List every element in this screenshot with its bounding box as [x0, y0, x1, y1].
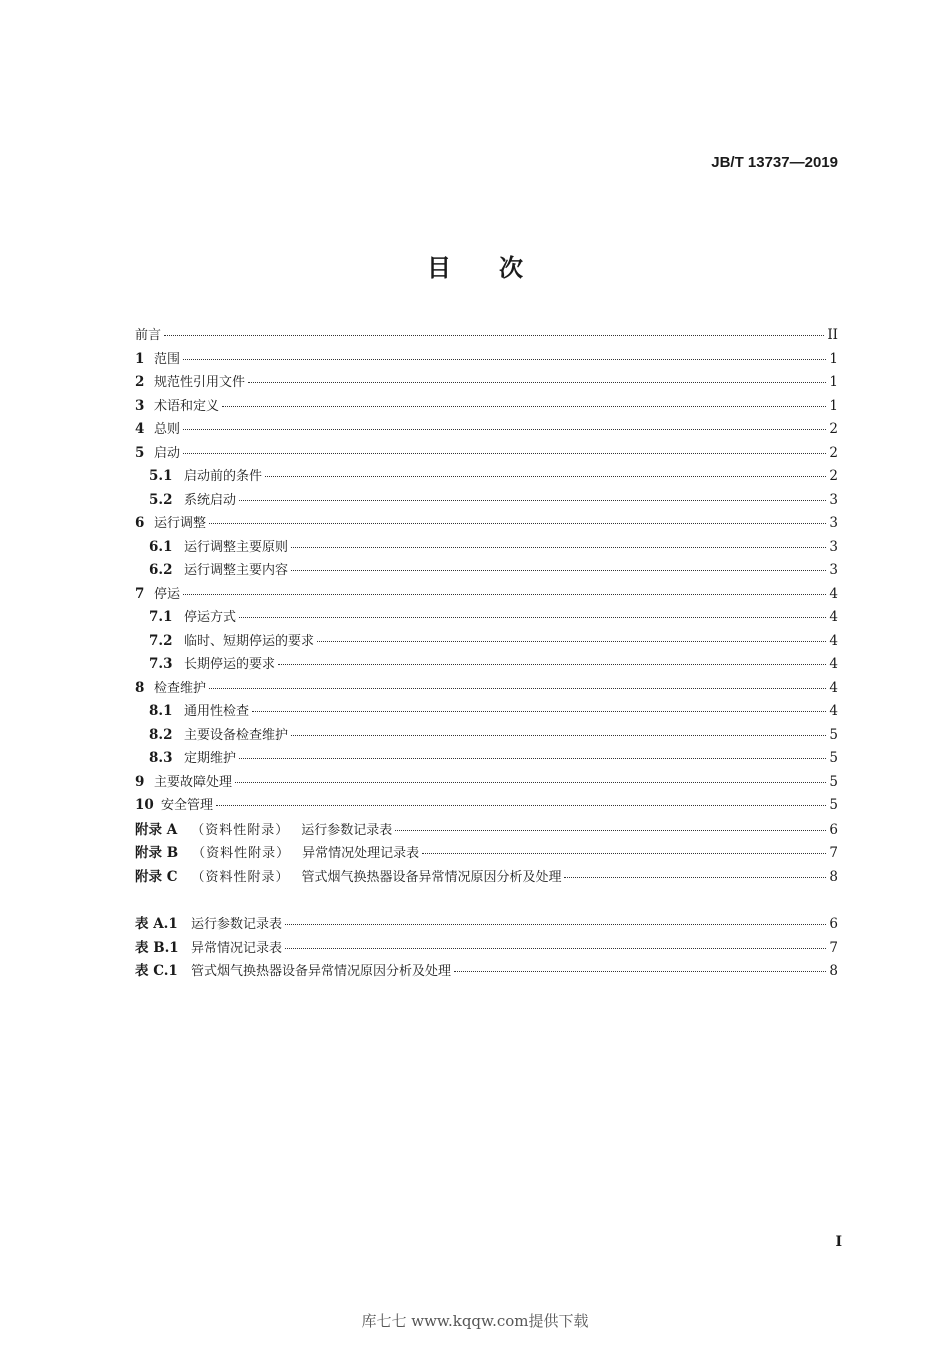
toc-entry-number: 附录 C [135, 868, 178, 885]
list-of-tables [135, 912, 838, 983]
dot-leader [183, 453, 826, 454]
toc-entry[interactable] [135, 418, 838, 442]
toc-entry-label: 运行调整主要内容 [184, 563, 289, 578]
toc-entry-number: 8.2 [149, 726, 173, 743]
toc-entry-page: 5 [829, 797, 838, 813]
toc-entry[interactable] [135, 700, 838, 724]
table-entry-page: 6 [829, 916, 838, 932]
appendix-type: （资料性附录） [191, 869, 290, 885]
toc-entry-number: 7.3 [149, 656, 173, 672]
toc-entry-number: 3 [135, 397, 145, 414]
dot-leader [164, 335, 824, 336]
table-entry[interactable] [135, 912, 838, 936]
toc-entry-page: 8 [829, 868, 838, 885]
dot-leader [252, 711, 826, 712]
toc-entry-number: 6.1 [149, 538, 173, 555]
dot-leader [454, 971, 826, 972]
toc-entry-page: II [827, 327, 838, 343]
dot-leader [183, 429, 826, 430]
toc-entry[interactable] [135, 512, 838, 536]
toc-entry-label: 系统启动 [184, 492, 237, 508]
table-of-contents [135, 324, 838, 888]
dot-leader [278, 664, 826, 665]
dot-leader [235, 782, 826, 783]
dot-leader [239, 617, 826, 618]
appendix-type: （资料性附录） [191, 822, 290, 838]
toc-entry[interactable] [135, 395, 838, 419]
table-entry-page: 7 [829, 939, 838, 956]
toc-entry-number: 8 [135, 679, 145, 696]
toc-entry-number: 2 [135, 374, 145, 390]
toc-entry-label: 前言 [135, 328, 162, 343]
appendix-type: （资料性附录） [192, 846, 291, 861]
toc-entry-label: 启动前的条件 [184, 469, 263, 484]
table-entry-number: 表 C.1 [135, 963, 178, 979]
toc-entry-number: 10 [135, 797, 154, 813]
toc-entry-page: 2 [829, 421, 838, 437]
toc-entry-appendix[interactable] [135, 865, 838, 889]
dot-leader [317, 641, 826, 642]
toc-entry[interactable] [135, 630, 838, 654]
toc-entry[interactable] [135, 747, 838, 771]
toc-entry-number: 5.1 [149, 468, 173, 484]
toc-entry[interactable] [135, 489, 838, 513]
dot-leader [291, 735, 826, 736]
toc-entry[interactable] [135, 583, 838, 607]
dot-leader [222, 406, 826, 407]
toc-entry[interactable] [135, 371, 838, 395]
dot-leader [564, 877, 826, 878]
dot-leader [183, 594, 826, 595]
toc-entry-page: 7 [829, 845, 838, 861]
toc-entry[interactable] [135, 724, 838, 748]
toc-entry[interactable] [135, 536, 838, 560]
toc-entry-number: 9 [135, 773, 145, 790]
dot-leader [239, 758, 826, 759]
table-entry-number: 表 B.1 [135, 939, 179, 956]
toc-entry-number: 7.2 [149, 632, 173, 649]
standard-code: JB/T 13737—2019 [711, 154, 838, 171]
toc-entry-number: 6.2 [149, 562, 173, 578]
toc-entry-page: 5 [829, 773, 838, 790]
toc-entry-label: 异常情况处理记录表 [302, 846, 420, 861]
toc-entry-label: 规范性引用文件 [154, 375, 246, 390]
dot-leader [422, 853, 826, 854]
toc-entry-label: 启动 [154, 445, 181, 461]
table-entry-number: 表 A.1 [135, 916, 178, 932]
toc-entry-label: 运行调整 [154, 516, 207, 531]
dot-leader [239, 500, 826, 501]
dot-leader [265, 476, 826, 477]
toc-entry-label: 主要设备检查维护 [184, 727, 289, 743]
toc-entry-number: 附录 A [135, 821, 178, 838]
toc-entry-number: 8.1 [149, 703, 173, 719]
toc-entry-page: 3 [829, 538, 838, 555]
toc-entry-page: 2 [829, 444, 838, 461]
toc-entry-page: 4 [829, 656, 838, 672]
toc-entry-label: 临时、短期停运的要求 [184, 633, 315, 649]
toc-entry[interactable] [135, 653, 838, 677]
toc-entry-label: 定期维护 [184, 751, 237, 766]
toc-entry-label: 术语和定义 [154, 398, 220, 414]
toc-entry-label: 停运方式 [184, 610, 237, 625]
page-number: I [835, 1234, 842, 1250]
toc-entry-page: 3 [829, 515, 838, 531]
page-title [0, 248, 950, 283]
download-watermark: 库七七 www.kqqw.com提供下载 [361, 1312, 589, 1330]
toc-entry-label: 安全管理 [161, 798, 214, 813]
toc-entry-number: 6 [135, 515, 145, 531]
dot-leader [183, 359, 826, 360]
toc-entry-label: 检查维护 [154, 680, 207, 696]
table-entry-label: 异常情况记录表 [191, 940, 283, 956]
table-entry[interactable] [135, 936, 838, 960]
toc-entry-page: 4 [829, 703, 838, 719]
dot-leader [216, 805, 826, 806]
toc-entry[interactable] [135, 442, 838, 466]
toc-entry-page: 3 [829, 562, 838, 578]
toc-entry[interactable] [135, 794, 838, 818]
toc-entry-page: 1 [829, 350, 838, 367]
toc-entry-page: 5 [829, 726, 838, 743]
toc-entry-label: 总则 [154, 422, 181, 437]
toc-entry-number: 1 [135, 350, 145, 367]
toc-entry-number: 7 [135, 585, 145, 602]
toc-entry-number: 8.3 [149, 750, 173, 766]
dot-leader [209, 523, 826, 524]
toc-entry-label: 范围 [154, 351, 181, 367]
toc-entry-page: 4 [829, 632, 838, 649]
dot-leader [291, 547, 826, 548]
dot-leader [285, 948, 826, 949]
toc-entry-number: 4 [135, 421, 145, 437]
toc-entry[interactable] [135, 606, 838, 630]
toc-entry[interactable] [135, 324, 838, 348]
toc-entry[interactable] [135, 559, 838, 583]
table-entry-page: 8 [829, 963, 838, 979]
toc-entry-number: 7.1 [149, 609, 173, 625]
table-entry-label: 管式烟气换热器设备异常情况原因分析及处理 [191, 964, 452, 979]
toc-entry-label: 通用性检查 [184, 704, 250, 719]
toc-entry-page: 4 [829, 609, 838, 625]
dot-leader [209, 688, 826, 689]
toc-entry-number: 5.2 [149, 491, 173, 508]
toc-entry-page: 4 [829, 585, 838, 602]
toc-entry-label: 主要故障处理 [154, 774, 233, 790]
toc-entry[interactable] [135, 348, 838, 372]
table-entry-label: 运行参数记录表 [191, 917, 283, 932]
toc-entry-label: 运行参数记录表 [301, 822, 393, 838]
toc-entry-label: 运行调整主要原则 [184, 539, 289, 555]
toc-entry-page: 4 [829, 679, 838, 696]
toc-entry-appendix[interactable] [135, 841, 838, 865]
toc-entry-page: 3 [829, 491, 838, 508]
toc-entry-number: 附录 B [135, 845, 179, 861]
toc-entry-label: 停运 [154, 586, 181, 602]
toc-entry[interactable] [135, 677, 838, 701]
page-title-char: 次 [499, 254, 523, 282]
dot-leader [248, 382, 826, 383]
toc-entry-number: 5 [135, 444, 145, 461]
page-title-char: 目 [427, 254, 451, 282]
toc-entry-page: 2 [829, 468, 838, 484]
toc-entry[interactable] [135, 465, 838, 489]
table-entry[interactable] [135, 959, 838, 983]
toc-entry-label: 管式烟气换热器设备异常情况原因分析及处理 [301, 869, 562, 885]
toc-entry-label: 长期停运的要求 [184, 657, 276, 672]
dot-leader [291, 570, 826, 571]
toc-entry-page: 6 [829, 821, 838, 838]
toc-entry-page: 1 [829, 374, 838, 390]
dot-leader [285, 924, 826, 925]
toc-entry-page: 1 [829, 397, 838, 414]
dot-leader [395, 830, 826, 831]
toc-entry-page: 5 [829, 750, 838, 766]
toc-entry-appendix[interactable] [135, 818, 838, 842]
toc-entry[interactable] [135, 771, 838, 795]
